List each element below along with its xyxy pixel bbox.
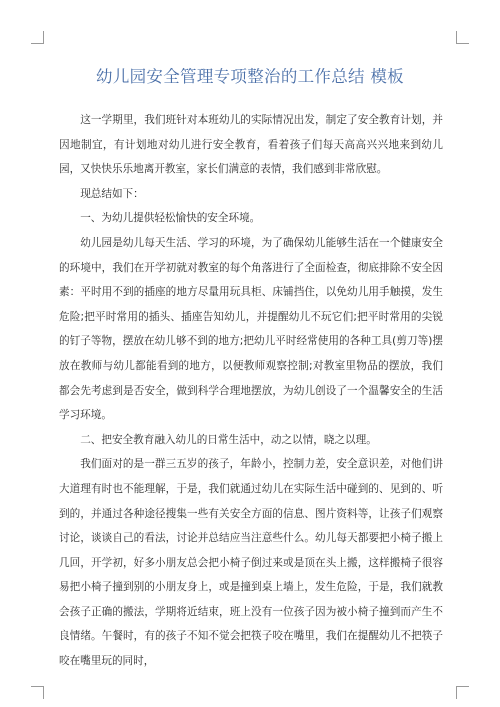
paragraph-section-2: 我们面对的是一群三五岁的孩子，年龄小，控制力差，安全意识差，对他们讲大道理有时也不能理解，于是，我们就通过幼儿在实际生活中碰到的、见到的、听到的，并通过各种途径搜集一些有关安全方面的信息、图片资料等，让孩子们观察讨论，谈谈自己的看法，讨论并总结应当注意些什么。幼儿每天都要把小椅子搬上几回，开学初，好多小朋友总会把小椅子倒过来或是顶在头上搬，这样搬椅子很容易把小椅子撞到别的小朋友身上，或是撞到桌上墙上，发生危险，于是，我们就教会孩子正确的搬法，学期将近结束，班上没有一位孩子因为被小椅子撞到而产生不良情绪。午餐时，有的孩子不知不觉会把筷子咬在嘴里，我们在提醒幼儿不把筷子咬在嘴里玩的同时， [59,458,443,668]
paragraph-summary-lead: 现总结如下： [80,187,144,200]
document-body [59,108,443,674]
section-heading-1: 一、为幼儿提供轻松愉快的安全环境。 [80,212,261,225]
section-heading-2: 二、把安全教育融入幼儿的日常生活中，动之以情，晓之以理。 [80,433,377,446]
paragraph-section-1: 幼儿园是幼儿每天生活、学习的环境，为了确保幼儿能够生活在一个健康安全的环境中，我们在开学初就对教室的每个角落进行了全面检查，彻底排除不安全因素：平时用不到的插座的地方尽量用玩具柜、床铺挡住，以免幼儿用手触摸，发生危险;把平时常用的插头、插座告知幼儿，并提醒幼儿不玩它们;把平时常用的尖锐的钉子等物，摆放在幼儿够不到的地方;把幼儿平时经常使用的各种工具(剪刀等)摆放在教师与幼儿都能看到的地方，以便教师观察控制;对教室里物品的摆放，我们都会先考虑到是否安全，做到科学合理地摆放，为幼儿创设了一个温馨安全的生活学习环境。 [59,236,443,422]
page-corner-mark-bottom-left [31,686,44,699]
paragraph-intro: 这一学期里，我们班针对本班幼儿的实际情况出发，制定了安全教育计划，并因地制宜，有计划地对幼儿进行安全教育，看着孩子们每天高高兴兴地来到幼儿园，又快快乐乐地离开教室，家长们满意的表情，我们感到非常欣慰。 [59,114,443,176]
page-corner-mark-bottom-right [456,686,469,699]
page-corner-mark-top-right [456,31,469,44]
page-corner-mark-top-left [31,31,44,44]
document-title: 幼儿园安全管理专项整治的工作总结 模板 [96,67,404,86]
